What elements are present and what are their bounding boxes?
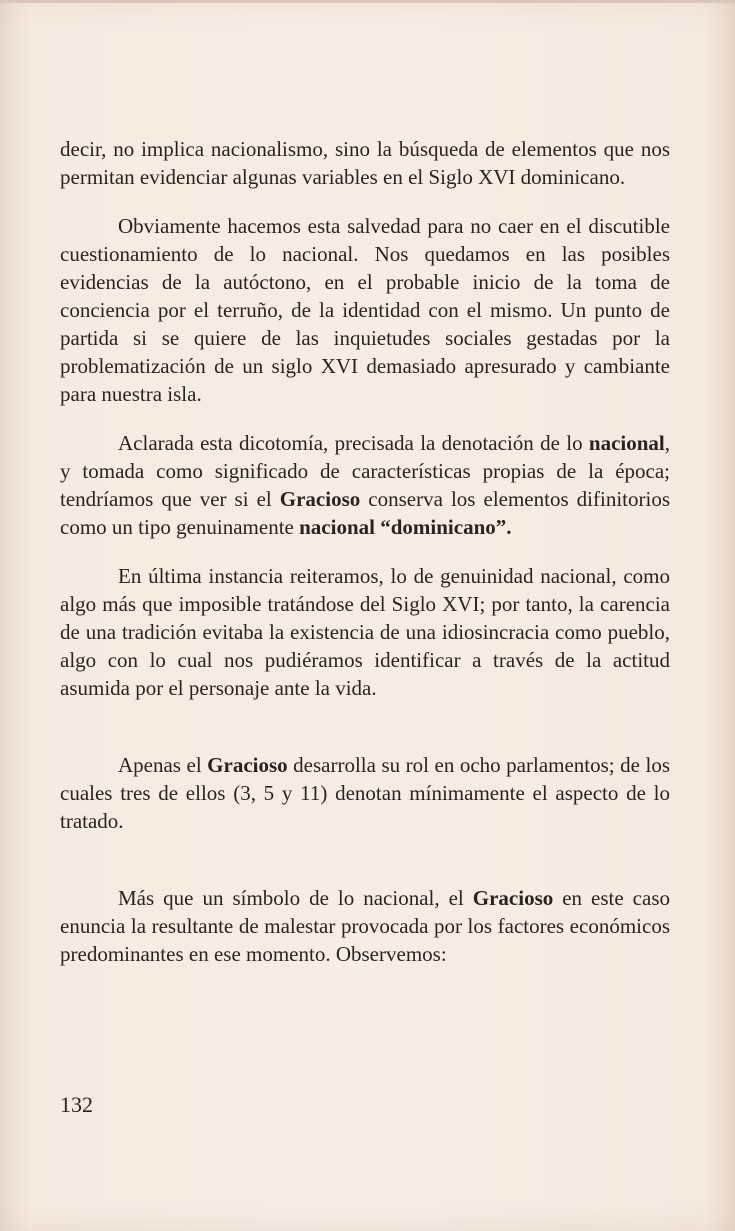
paragraph-6 (60, 884, 670, 968)
paragraph-5-text-a: Apenas el (118, 753, 208, 777)
page-top-edge (0, 0, 735, 3)
term-gracioso: Gracioso (472, 886, 554, 910)
page-number: 132 (60, 1092, 93, 1117)
paragraph-5 (60, 751, 670, 835)
paragraph-5-text-b: desarrolla su rol en ocho parlamentos; de los cuales tres de ellos (3, 5 y 11) denotan mínimamente el aspecto de lo tratado. (60, 753, 670, 833)
paragraph-3 (60, 429, 670, 541)
term-gracioso: Gracioso (279, 487, 361, 511)
body-text (60, 135, 670, 968)
paragraph-3-text-a: Aclarada esta dicotomía, precisada la denotación de lo (118, 431, 589, 455)
paragraph-2: Obviamente hacemos esta salvedad para no caer en el discutible cuestionamiento de lo nacional. Nos quedamos en las posibles evidencias de la autóctono, en el probable inicio de la toma de conciencia por el terruño, de la identidad con el mismo. Un punto de partida si se quiere de las inquietudes sociales gestadas por la problematización de un siglo XVI demasiado apresurado y cambiante para nuestra isla. (60, 214, 670, 406)
paragraph-6-text-b: en este caso enuncia la resultante de malestar provocada por los factores económicos predominantes en ese momento. Observemos: (60, 886, 670, 966)
paragraph-3-text-b: , y tomada como significado de características propias de la época; tendríamos que ver si el (60, 431, 670, 511)
paragraph-1: decir, no implica nacionalismo, sino la búsqueda de elementos que nos permitan evidenciar algunas variables en el Siglo XVI dominicano. (60, 137, 670, 189)
term-gracioso: Gracioso (207, 753, 288, 777)
paragraph-3-text-c: conserva los elementos difinitorios como un tipo genuinamente (60, 487, 671, 539)
paragraph-4: En última instancia reiteramos, lo de genuinidad nacional, como algo más que imposible tratándose del Siglo XVI; por tanto, la carencia de una tradición evitaba la existencia de una idiosincracia como pueblo, algo con lo cual nos pudiéramos identificar a través de la actitud asumida por el personaje ante la vida. (60, 564, 670, 700)
paragraph-6-text-a: Más que un símbolo de lo nacional, el (118, 886, 473, 910)
term-nacional: nacional (588, 431, 665, 455)
term-nacional-dominicano: nacional “dominicano”. (299, 515, 512, 539)
